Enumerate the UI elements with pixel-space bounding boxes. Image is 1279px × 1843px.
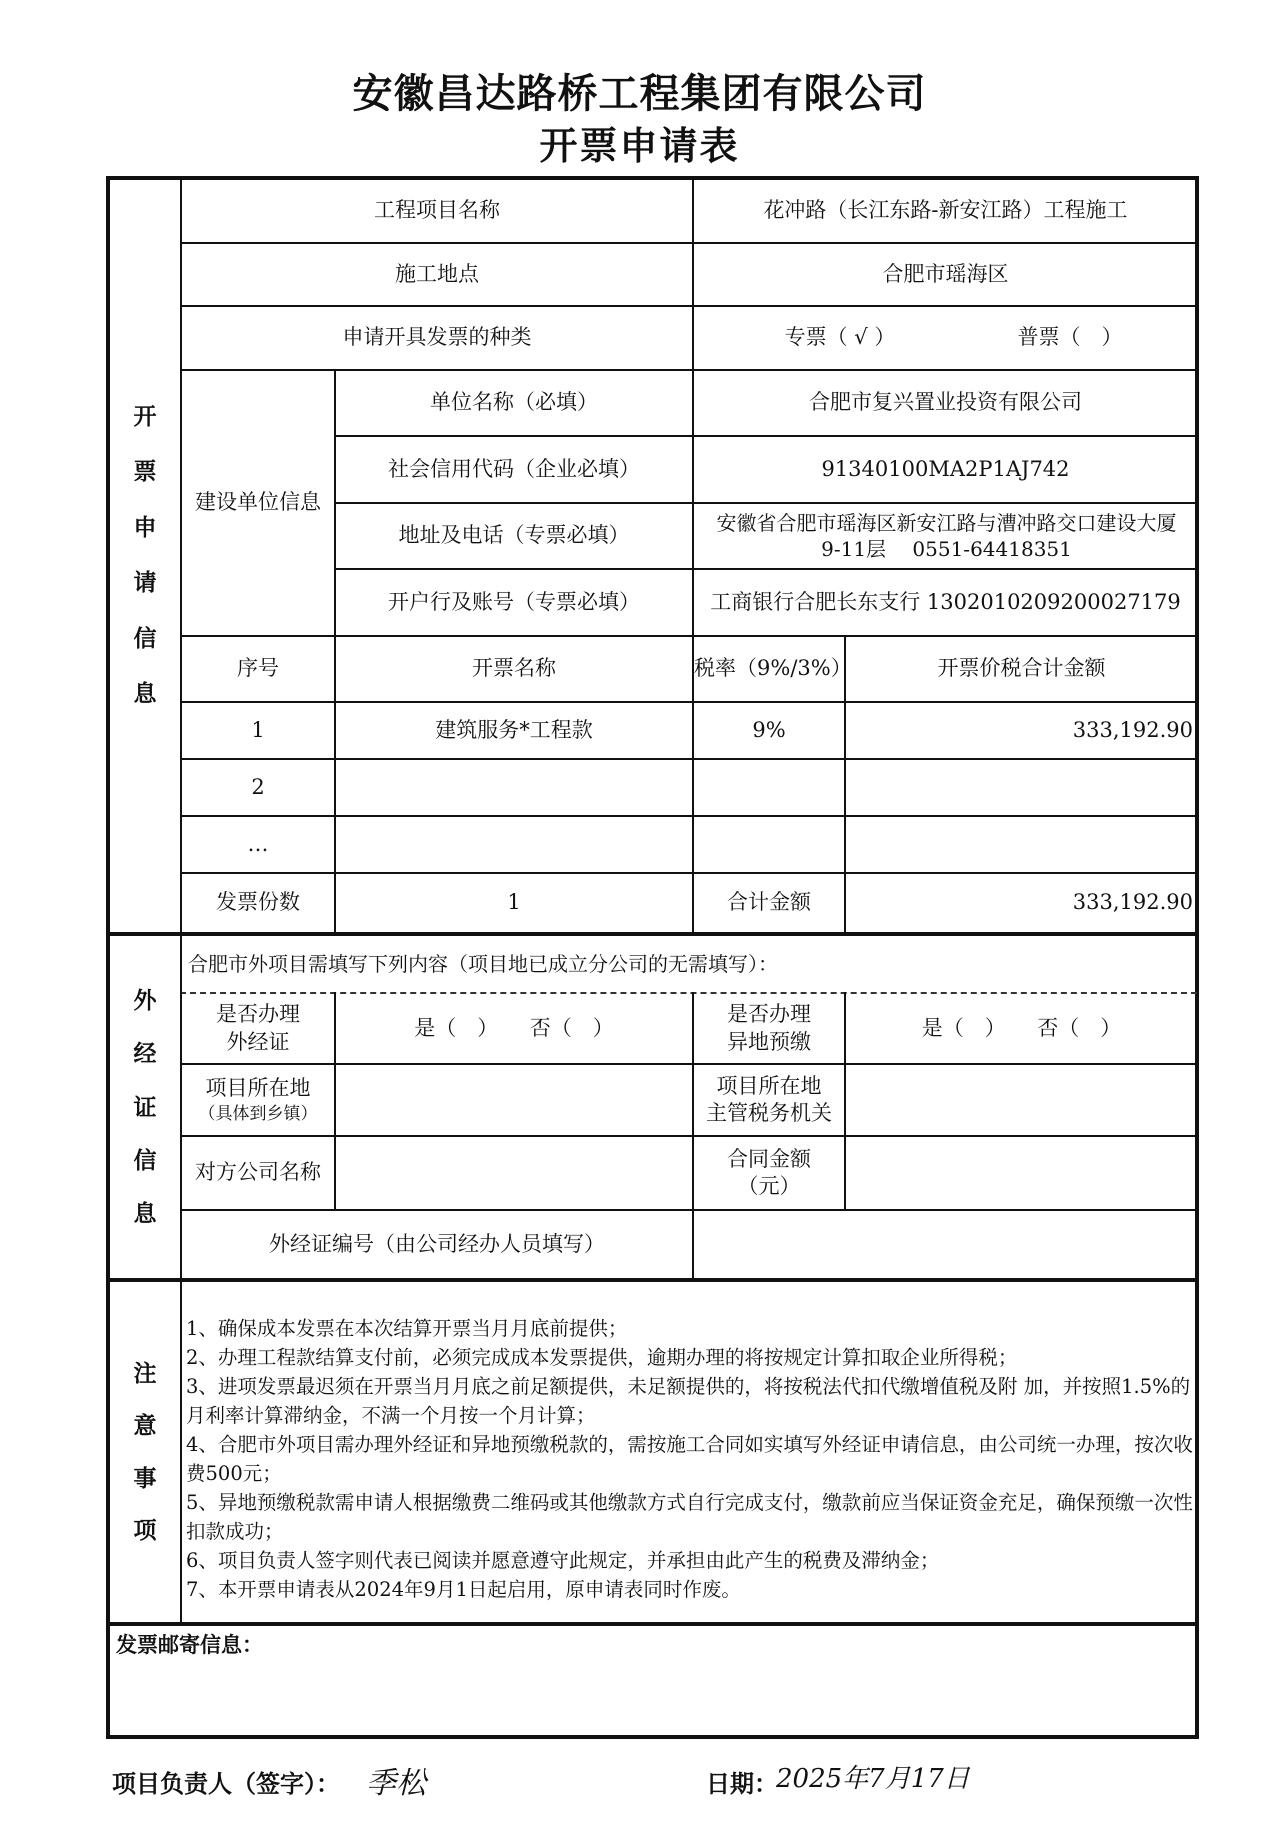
col-header-amount: 开票价税合计金额 (937, 656, 1106, 681)
date-value: 2025年7月17日 (776, 1764, 970, 1794)
table-row-no: … (247, 831, 269, 856)
project-location-label (182, 1065, 334, 1135)
address-phone-value (694, 504, 1199, 568)
label-line: 合同金额 (727, 1146, 811, 1171)
section-char: 申 (133, 513, 157, 541)
label-line: （具体到乡镇） (198, 1103, 318, 1124)
address-line-2: 9-11层 0551-64418351 (821, 537, 1072, 561)
table-row-rate: 9% (752, 717, 786, 742)
section-char: 信 (133, 624, 157, 652)
section-char: 开 (133, 403, 157, 430)
note-item: 2、办理工程款结算支付前，必须完成成本发票提供，逾期办理的将按规定计算扣取企业所得税； (186, 1346, 1018, 1369)
bank-account-label: 开户行及账号（专票必填） (388, 589, 640, 614)
invoice-count-label: 发票份数 (216, 890, 300, 915)
section-char: 证 (133, 1093, 157, 1121)
table-row-amount: 333,192.90 (1072, 717, 1193, 742)
leader-signature-label: 项目负责人（签字）： (112, 1770, 340, 1798)
section-char: 经 (133, 1040, 157, 1068)
label-line: 主管税务机关 (706, 1101, 832, 1125)
label-line: 异地预缴 (727, 1029, 811, 1054)
site-label: 施工地点 (395, 261, 479, 286)
outside-instruction: 合肥市外项目需填写下列内容（项目地已成立分公司的无需填写）： (188, 952, 778, 976)
prepay-choice[interactable]: 是（ ） 否（ ） (921, 1015, 1122, 1040)
col-header-no: 序号 (237, 656, 279, 681)
section-divider (108, 1278, 1197, 1282)
outside-cert-choice[interactable]: 是（ ） 否（ ） (414, 1015, 614, 1040)
unit-name-value: 合肥市复兴置业投资有限公司 (809, 390, 1082, 415)
note-item: 1、确保成本发票在本次结算开票当月月底前提供； (186, 1317, 628, 1340)
leader-signature: 季松 (366, 1766, 426, 1801)
note-item: 7、本开票申请表从2024年9月1日起启用，原申请表同时作废。 (186, 1578, 741, 1601)
outside-cert-number-label: 外经证编号（由公司经办人员填写） (269, 1231, 605, 1256)
section-char: 信 (133, 1146, 157, 1174)
table-row-name: 建筑服务*工程款 (435, 717, 593, 742)
address-phone-label: 地址及电话（专票必填） (398, 523, 630, 548)
total-amount-label: 合计金额 (727, 890, 811, 915)
section-char: 注 (133, 1360, 157, 1387)
builder-group-label: 建设单位信息 (195, 490, 321, 515)
label-line: 是否办理 (727, 1002, 811, 1027)
section-label-outside (110, 982, 180, 1228)
section-char: 息 (133, 1200, 157, 1227)
normal-invoice-option: 普票（ ） (1017, 325, 1123, 350)
company-title: 安徽昌达路桥工程集团有限公司 (352, 71, 927, 117)
col-header-rate: 税率（9%/3%） (694, 656, 852, 681)
tax-authority-label (694, 1065, 844, 1135)
section-char: 息 (133, 679, 157, 707)
contract-amount-label (694, 1137, 844, 1209)
invoice-count-value: 1 (507, 890, 521, 915)
label-line: （元） (737, 1174, 801, 1198)
section-label-invoice (110, 398, 180, 708)
section-char: 票 (133, 458, 157, 486)
bank-account-value: 工商银行合肥长东支行 1302010209200027179 (710, 589, 1181, 614)
prepay-question (694, 994, 844, 1063)
col-header-name: 开票名称 (472, 656, 556, 681)
note-item: 3、进项发票最迟须在开票当月月底之前足额提供，未足额提供的，将按税法代扣代缴增值税及附 加，并按照1.5%的月利率计算滞纳金，不满一个月按一个月计算； (186, 1375, 1191, 1427)
section-char: 项 (133, 1516, 157, 1544)
form-title: 开票申请表 (539, 124, 740, 168)
note-item: 4、合肥市外项目需办理外经证和异地预缴税款的，需按施工合同如实填写外经证申请信息，由公司统一办理，按次收费500元； (186, 1433, 1193, 1485)
credit-code-label: 社会信用代码（企业必填） (388, 456, 640, 481)
counterparty-label: 对方公司名称 (195, 1160, 321, 1185)
total-amount-value: 333,192.90 (1072, 890, 1193, 915)
address-line-1: 安徽省合肥市瑶海区新安江路与漕冲路交口建设大厦 (716, 511, 1177, 535)
invoice-type-label: 申请开具发票的种类 (342, 325, 532, 350)
label-line: 是否办理 (216, 1002, 300, 1027)
section-char: 事 (133, 1464, 157, 1492)
section-char: 请 (133, 569, 157, 597)
label-line: 项目所在地 (205, 1076, 311, 1101)
unit-name-label: 单位名称（必填） (430, 390, 598, 415)
note-item: 5、异地预缴税款需申请人根据缴费二维码或其他缴款方式自行完成支付，缴款前应当保证资金充足，确保预缴一次性扣款成功； (186, 1491, 1193, 1543)
table-row-no: 1 (251, 717, 265, 742)
outside-cert-question (182, 994, 334, 1063)
mail-info-label: 发票邮寄信息： (116, 1633, 263, 1658)
section-label-notes (110, 1355, 180, 1545)
label-line: 项目所在地 (716, 1073, 822, 1098)
site-value: 合肥市瑶海区 (882, 261, 1009, 286)
table-row-no: 2 (251, 774, 265, 799)
section-char: 意 (133, 1412, 157, 1440)
label-line: 外经证 (226, 1029, 290, 1054)
section-char: 外 (133, 987, 157, 1014)
project-name-value: 花冲路（长江东路-新安江路）工程施工 (763, 198, 1128, 223)
note-item: 6、项目负责人签字则代表已阅读并愿意遵守此规定，并承担由此产生的税费及滞纳金； (186, 1549, 940, 1572)
special-invoice-option: 专票（ √ ） (784, 325, 896, 350)
project-name-label: 工程项目名称 (374, 198, 500, 223)
date-label: 日期： (706, 1770, 778, 1798)
credit-code-value: 91340100MA2P1AJ742 (821, 456, 1070, 481)
notes-list (186, 1314, 1196, 1604)
